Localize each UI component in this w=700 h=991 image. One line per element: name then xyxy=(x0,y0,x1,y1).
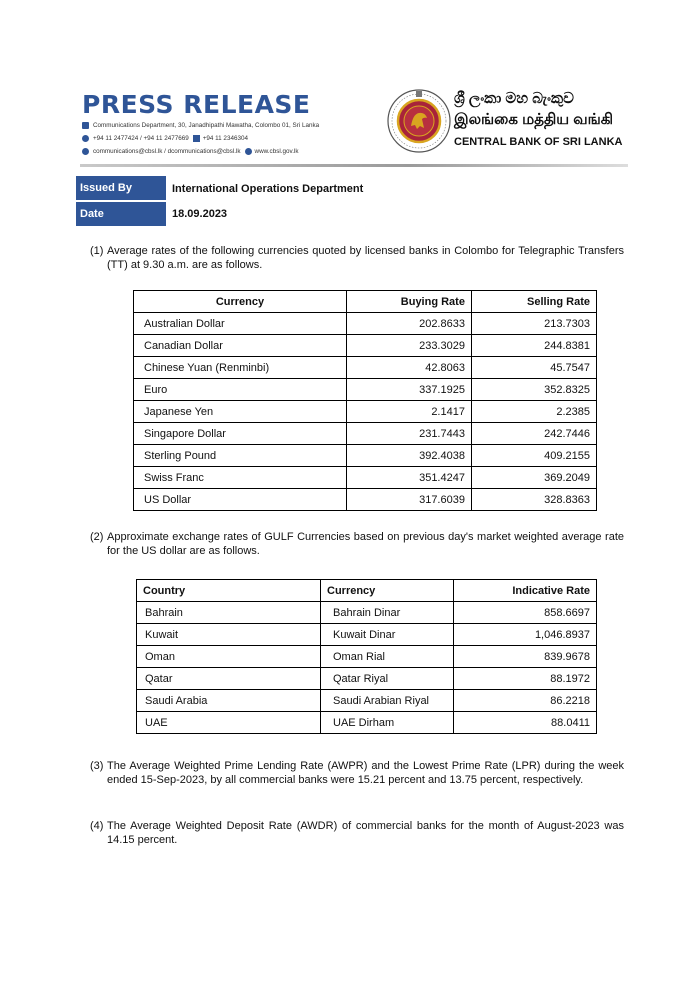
country-cell: Qatar xyxy=(137,668,321,690)
currency-cell: Oman Rial xyxy=(321,646,454,668)
fax-text: +94 11 2346304 xyxy=(202,135,248,142)
indicative-rate-cell: 88.1972 xyxy=(454,668,597,690)
table-row xyxy=(134,335,597,357)
phone-icon xyxy=(82,135,89,142)
phone-fax-line xyxy=(82,135,248,142)
buying-rate-cell: 231.7443 xyxy=(346,423,471,445)
table-row xyxy=(134,401,597,423)
column-header: Country xyxy=(137,580,321,602)
address-text: Communications Department, 30, Janadhipathi Mawatha, Colombo 01, Sri Lanka xyxy=(93,122,320,129)
header-divider xyxy=(80,164,628,167)
currency-cell: US Dollar xyxy=(134,489,347,511)
currency-cell: Bahrain Dinar xyxy=(321,602,454,624)
indicative-rate-cell: 839.9678 xyxy=(454,646,597,668)
selling-rate-cell: 213.7303 xyxy=(471,313,596,335)
table-row xyxy=(134,489,597,511)
column-header: Buying Rate xyxy=(346,291,471,313)
email-text: communications@cbsl.lk / dcommunications@cbsl.lk xyxy=(93,148,241,155)
table-row xyxy=(134,357,597,379)
table-row xyxy=(137,602,597,624)
country-cell: Oman xyxy=(137,646,321,668)
address-line xyxy=(82,122,319,129)
bank-name-sinhala: ශ්‍රී ලංකා මහ බැංකුව xyxy=(454,90,574,107)
currency-cell: UAE Dirham xyxy=(321,712,454,734)
table-row xyxy=(134,467,597,489)
globe-icon xyxy=(245,148,252,155)
indicative-rate-cell: 88.0411 xyxy=(454,712,597,734)
selling-rate-cell: 242.7446 xyxy=(471,423,596,445)
country-cell: UAE xyxy=(137,712,321,734)
selling-rate-cell: 244.8381 xyxy=(471,335,596,357)
selling-rate-cell: 369.2049 xyxy=(471,467,596,489)
press-release-title: PRESS RELEASE xyxy=(82,90,311,119)
table-row xyxy=(137,624,597,646)
indicative-rate-cell: 858.6697 xyxy=(454,602,597,624)
table-row xyxy=(134,379,597,401)
issue-info-table xyxy=(76,176,476,228)
section-text: Approximate exchange rates of GULF Currencies based on previous day's market weighted average rate for the US dollar are as follows. xyxy=(107,531,624,557)
section-number: (4) xyxy=(90,820,104,832)
issued-by-label: Issued By xyxy=(76,176,167,201)
section-number: (1) xyxy=(90,245,104,257)
issued-by-row xyxy=(76,176,476,201)
currency-cell: Qatar Riyal xyxy=(321,668,454,690)
gulf-rates-table xyxy=(136,579,597,734)
envelope-icon xyxy=(82,122,89,129)
selling-rate-cell: 409.2155 xyxy=(471,445,596,467)
website-text: www.cbsl.gov.lk xyxy=(254,148,299,155)
table-row xyxy=(134,313,597,335)
bank-name-english: CENTRAL BANK OF SRI LANKA xyxy=(454,136,623,148)
section-2-paragraph xyxy=(90,531,624,558)
buying-rate-cell: 317.6039 xyxy=(346,489,471,511)
email-web-line xyxy=(82,148,299,155)
indicative-rate-cell: 1,046.8937 xyxy=(454,624,597,646)
currency-cell: Australian Dollar xyxy=(134,313,347,335)
buying-rate-cell: 42.8063 xyxy=(346,357,471,379)
section-text: The Average Weighted Prime Lending Rate (AWPR) and the Lowest Prime Rate (LPR) during the week ended 15-Sep-2023, by all commercial banks were 15.21 percent and 13.75 percent, respectively. xyxy=(107,760,624,786)
currency-cell: Euro xyxy=(134,379,347,401)
selling-rate-cell: 328.8363 xyxy=(471,489,596,511)
tt-rates-table xyxy=(133,290,597,511)
column-header: Selling Rate xyxy=(471,291,596,313)
letterhead xyxy=(80,86,630,166)
section-text: The Average Weighted Deposit Rate (AWDR) of commercial banks for the month of August-2023 was 14.15 percent. xyxy=(107,820,624,846)
table-row xyxy=(137,646,597,668)
buying-rate-cell: 233.3029 xyxy=(346,335,471,357)
buying-rate-cell: 2.1417 xyxy=(346,401,471,423)
selling-rate-cell: 45.7547 xyxy=(471,357,596,379)
section-number: (3) xyxy=(90,760,104,772)
section-number: (2) xyxy=(90,531,104,543)
table-row xyxy=(137,668,597,690)
country-cell: Kuwait xyxy=(137,624,321,646)
date-value: 18.09.2023 xyxy=(172,208,228,220)
table-row xyxy=(137,690,597,712)
currency-cell: Canadian Dollar xyxy=(134,335,347,357)
table-header-row xyxy=(137,580,597,602)
country-cell: Saudi Arabia xyxy=(137,690,321,712)
buying-rate-cell: 337.1925 xyxy=(346,379,471,401)
table-row xyxy=(134,445,597,467)
section-4-paragraph xyxy=(90,820,624,847)
column-header: Indicative Rate xyxy=(454,580,597,602)
selling-rate-cell: 352.8325 xyxy=(471,379,596,401)
country-cell: Bahrain xyxy=(137,602,321,624)
currency-cell: Sterling Pound xyxy=(134,445,347,467)
column-header: Currency xyxy=(321,580,454,602)
buying-rate-cell: 392.4038 xyxy=(346,445,471,467)
column-header: Currency xyxy=(134,291,347,313)
buying-rate-cell: 202.8633 xyxy=(346,313,471,335)
currency-cell: Chinese Yuan (Renminbi) xyxy=(134,357,347,379)
bank-name-block xyxy=(454,90,622,148)
phone-text: +94 11 2477424 / +94 11 2477669 xyxy=(93,135,189,142)
bank-name-tamil: இலங்கை மத்திய வங்கி xyxy=(454,111,614,128)
fax-icon xyxy=(193,135,200,142)
email-icon xyxy=(82,148,89,155)
table-row xyxy=(134,423,597,445)
date-row xyxy=(76,201,476,227)
table-row xyxy=(137,712,597,734)
currency-cell: Kuwait Dinar xyxy=(321,624,454,646)
table-header-row xyxy=(134,291,597,313)
central-bank-seal-icon xyxy=(387,86,451,156)
section-text: Average rates of the following currencies quoted by licensed banks in Colombo for Telegraphic Transfers (TT) at 9.30 a.m. are as follows. xyxy=(107,245,624,271)
date-label: Date xyxy=(76,201,167,227)
section-1-paragraph xyxy=(90,245,624,272)
indicative-rate-cell: 86.2218 xyxy=(454,690,597,712)
buying-rate-cell: 351.4247 xyxy=(346,467,471,489)
currency-cell: Swiss Franc xyxy=(134,467,347,489)
currency-cell: Saudi Arabian Riyal xyxy=(321,690,454,712)
currency-cell: Singapore Dollar xyxy=(134,423,347,445)
issued-by-value: International Operations Department xyxy=(172,182,364,195)
section-3-paragraph xyxy=(90,760,624,787)
selling-rate-cell: 2.2385 xyxy=(471,401,596,423)
currency-cell: Japanese Yen xyxy=(134,401,347,423)
